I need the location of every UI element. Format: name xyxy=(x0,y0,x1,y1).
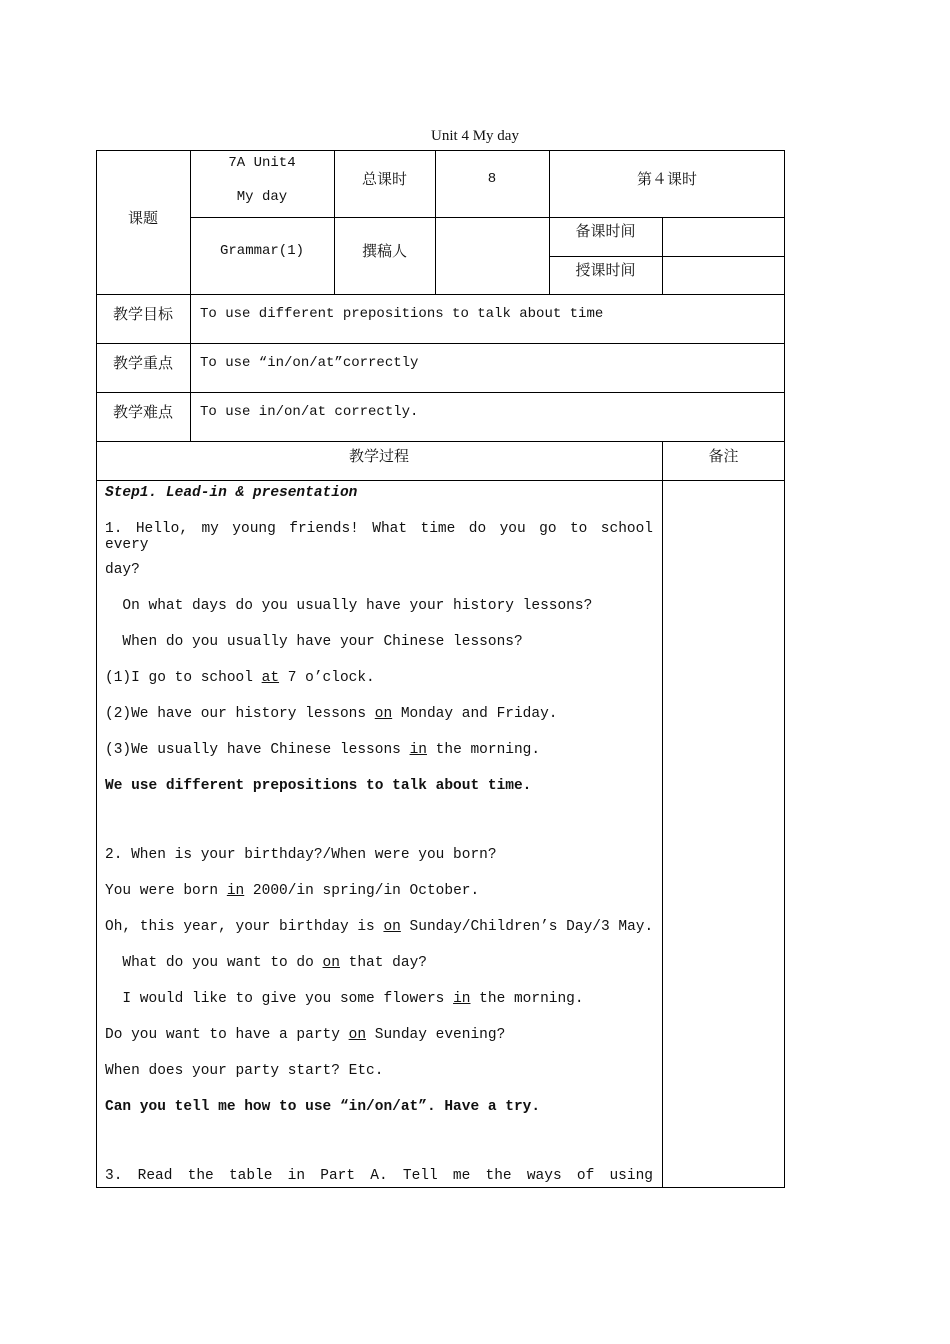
notes-label: 备注 xyxy=(708,447,739,465)
topic-name: My day xyxy=(236,189,288,205)
process-line: When do you usually have your Chinese lessons? xyxy=(105,634,523,650)
row-divider xyxy=(96,343,785,344)
example-sentence: (1)I go to school at 7 o’clock. xyxy=(105,670,375,686)
step-heading: Step1. Lead-in & presentation xyxy=(105,485,358,501)
process-line: 2. When is your birthday?/When were you born? xyxy=(105,847,497,863)
author-label: 撰稿人 xyxy=(361,242,407,260)
topic-label: 课题 xyxy=(127,209,158,227)
example-sentence: (2)We have our history lessons on Monday and Friday. xyxy=(105,706,558,722)
process-line: When does your party start? Etc. xyxy=(105,1063,384,1079)
key-point-label: 教学重点 xyxy=(112,354,173,372)
row-divider xyxy=(96,441,785,442)
difficult-point-label: 教学难点 xyxy=(112,403,173,421)
key-point-text: To use “in/on/at”correctly xyxy=(200,355,419,371)
goal-text: To use different prepositions to talk about time xyxy=(200,306,604,322)
teach-time-label: 授课时间 xyxy=(575,261,636,279)
process-label: 教学过程 xyxy=(348,447,409,465)
row-divider xyxy=(96,392,785,393)
example-sentence: You were born in 2000/in spring/in October. xyxy=(105,883,480,899)
topic-unit: 7A Unit4 xyxy=(228,155,296,171)
process-line: 3. Read the table in Part A. Tell me the ways of using xyxy=(105,1168,653,1184)
example-sentence: Do you want to have a party on Sunday evening? xyxy=(105,1027,506,1043)
row-divider xyxy=(549,256,785,257)
total-hours-label: 总课时 xyxy=(361,170,407,188)
example-sentence: I would like to give you some flowers in the morning. xyxy=(105,991,584,1007)
row-divider xyxy=(96,294,785,295)
total-hours-value: 8 xyxy=(487,171,497,187)
example-sentence: (3)We usually have Chinese lessons in the morning. xyxy=(105,742,541,758)
column-divider xyxy=(662,441,663,1188)
difficult-point-text: To use in/on/at correctly. xyxy=(200,404,419,420)
process-line: On what days do you usually have your history lessons? xyxy=(105,598,593,614)
process-line: 1. Hello, my young friends! What time do you go to school every xyxy=(105,521,653,553)
process-line: day? xyxy=(105,562,140,578)
conclusion-text: Can you tell me how to use “in/on/at”. Have a try. xyxy=(105,1099,541,1115)
example-sentence: Oh, this year, your birthday is on Sunday/Children’s Day/3 May. xyxy=(105,919,654,935)
prep-time-label: 备课时间 xyxy=(575,222,636,240)
conclusion-text: We use different prepositions to talk about time. xyxy=(105,778,532,794)
column-divider xyxy=(662,217,663,294)
goal-label: 教学目标 xyxy=(112,305,173,323)
row-divider xyxy=(190,217,785,218)
row-divider xyxy=(96,480,785,481)
lesson-number: 第４课时 xyxy=(636,170,697,188)
example-sentence: What do you want to do on that day? xyxy=(105,955,427,971)
sub-topic: Grammar(1) xyxy=(219,243,304,259)
document-title: Unit 4 My day xyxy=(431,128,519,144)
